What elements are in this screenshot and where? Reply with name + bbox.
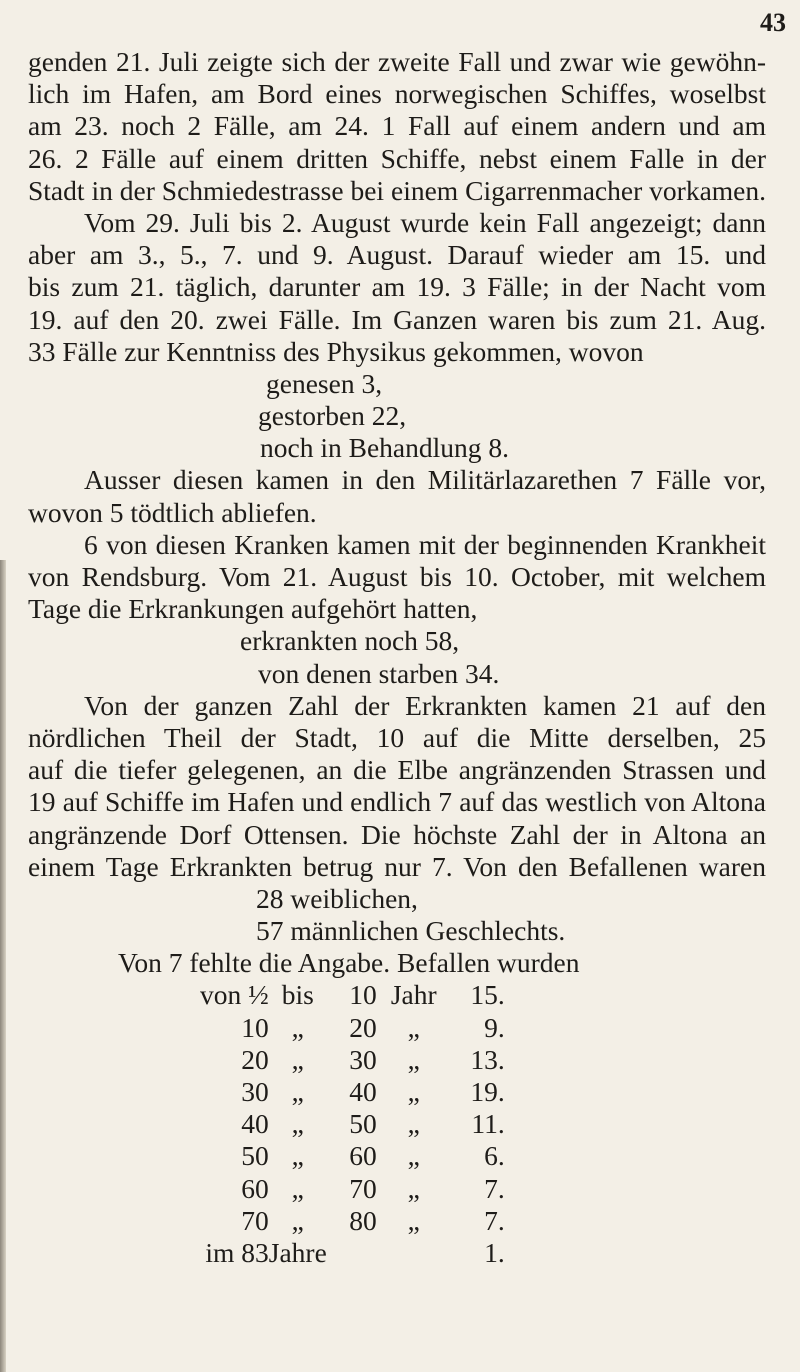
age-cell-count: 7.	[484, 1204, 505, 1236]
page-number: 43	[760, 8, 786, 37]
age-row	[200, 1076, 505, 1108]
text-line: Von 7 fehlte die Angabe. Befallen wurden	[118, 947, 580, 979]
age-cell-count: 13.	[470, 1043, 505, 1075]
age-cell-from: 10	[241, 1011, 269, 1043]
text-line: Vom 29. Juli bis 2. August wurde kein Fall angezeigt; dann	[84, 206, 766, 238]
age-cell-unit: „	[407, 1043, 420, 1075]
text-line: nördlichen Theil der Stadt, 10 auf die Mitte derselben, 25	[28, 721, 766, 753]
age-cell-to: 70	[349, 1172, 377, 1204]
age-cell-from: 70	[241, 1204, 269, 1236]
text-line: auf die tiefer gelegenen, an die Elbe angränzenden Strassen und	[28, 754, 766, 786]
text-line: 33 Fälle zur Kenntniss des Physikus gekommen, wovon	[28, 335, 644, 367]
age-cell-to: 80	[349, 1204, 377, 1236]
age-cell-sep: bis	[281, 979, 314, 1011]
age-cell-unit	[377, 1237, 451, 1269]
age-table	[200, 979, 505, 1269]
age-row	[200, 1012, 505, 1044]
age-cell-from: 50	[241, 1140, 269, 1172]
text-line: 57 männlichen Geschlechts.	[256, 915, 566, 947]
age-cell-to: 40	[349, 1076, 377, 1108]
age-cell-to	[327, 1237, 377, 1269]
age-cell-count: 9.	[484, 1011, 505, 1043]
age-cell-from: 30	[241, 1076, 269, 1108]
age-cell-count: 19.	[470, 1076, 505, 1108]
page-edge-shadow	[0, 560, 6, 1372]
age-cell-from: 60	[241, 1172, 269, 1204]
text-line: aber am 3., 5., 7. und 9. August. Darauf wieder am 15. und	[28, 239, 766, 271]
age-cell-count: 15.	[470, 979, 505, 1011]
text-line: genden 21. Juli zeigte sich der zweite Fall und zwar wie gewöhn-	[28, 46, 766, 77]
age-cell-count: 11.	[471, 1108, 505, 1140]
age-cell-unit: „	[407, 1076, 420, 1108]
age-cell-to: 50	[349, 1108, 377, 1140]
age-cell-to: 20	[349, 1011, 377, 1043]
age-cell-to: 60	[349, 1140, 377, 1172]
age-row	[200, 1140, 505, 1172]
text-line: gestorben 22,	[258, 400, 407, 432]
age-cell-from: 40	[241, 1108, 269, 1140]
age-row	[200, 1173, 505, 1205]
age-cell-sep: „	[291, 1108, 304, 1140]
text-line: 26. 2 Fälle auf einem dritten Schiffe, nebst einem Falle in der	[28, 142, 766, 174]
text-line: bis zum 21. täglich, darunter am 19. 3 Fälle; in der Nacht vom	[28, 271, 766, 303]
age-row	[200, 979, 505, 1011]
age-cell-count: 1.	[484, 1237, 505, 1269]
age-row	[200, 1205, 505, 1237]
text-line: 28 weiblichen,	[256, 882, 418, 914]
age-row	[200, 1044, 505, 1076]
age-cell-count: 7.	[484, 1172, 505, 1204]
text-line: genesen 3,	[266, 367, 383, 399]
text-line: Von der ganzen Zahl der Erkrankten kamen 21 auf den	[84, 689, 766, 721]
text-line: von denen starben 34.	[258, 657, 500, 689]
age-cell-sep: „	[291, 1204, 304, 1236]
age-cell-sep: „	[291, 1172, 304, 1204]
text-line: 6 von diesen Kranken kamen mit der beginnenden Krankheit	[84, 528, 766, 560]
age-row	[200, 1237, 505, 1269]
text-line: von Rendsburg. Vom 21. August bis 10. October, mit welchem	[28, 561, 766, 592]
age-cell-sep: „	[291, 1011, 304, 1043]
age-row	[200, 1108, 505, 1140]
text-line: Stadt in der Schmiedestrasse bei einem Cigarrenmacher vorkamen.	[28, 174, 766, 206]
age-cell-unit: Jahr	[390, 979, 437, 1011]
age-cell-unit: „	[407, 1140, 420, 1172]
age-cell-sep: „	[291, 1140, 304, 1172]
text-line: wovon 5 tödtlich abliefen.	[28, 496, 317, 528]
age-cell-from: 20	[241, 1043, 269, 1075]
age-cell-unit: „	[407, 1011, 420, 1043]
text-line: erkrankten noch 58,	[240, 625, 460, 657]
age-cell-unit: „	[407, 1204, 420, 1236]
age-cell-sep: „	[291, 1076, 304, 1108]
age-cell-sep: Jahre	[268, 1237, 327, 1269]
age-cell-to: 10	[349, 979, 377, 1011]
text-line: angränzende Dorf Ottensen. Die höchste Zahl der in Altona an	[28, 818, 766, 850]
body-text	[28, 46, 766, 1269]
age-cell-unit: „	[407, 1108, 420, 1140]
age-cell-from: im 83	[205, 1237, 269, 1269]
text-line: am 23. noch 2 Fälle, am 24. 1 Fall auf einem andern und am	[28, 110, 766, 142]
text-line: 19. auf den 20. zwei Fälle. Im Ganzen waren bis zum 21. Aug.	[28, 303, 766, 335]
text-line: Tage die Erkrankungen aufgehört hatten,	[28, 593, 478, 625]
age-cell-count: 6.	[484, 1140, 505, 1172]
text-line: lich im Hafen, am Bord eines norwegischen Schiffes, woselbst	[28, 78, 766, 110]
text-line: noch in Behandlung 8.	[260, 432, 509, 464]
text-line: Ausser diesen kamen in den Militärlazarethen 7 Fälle vor,	[84, 464, 766, 496]
text-line: 19 auf Schiffe im Hafen und endlich 7 auf das westlich von Altona	[28, 786, 766, 818]
age-cell-to: 30	[349, 1043, 377, 1075]
age-cell-from: von ½	[200, 979, 269, 1011]
text-line: einem Tage Erkrankten betrug nur 7. Von den Befallenen waren	[28, 850, 766, 882]
age-cell-unit: „	[407, 1172, 420, 1204]
age-cell-sep: „	[291, 1043, 304, 1075]
